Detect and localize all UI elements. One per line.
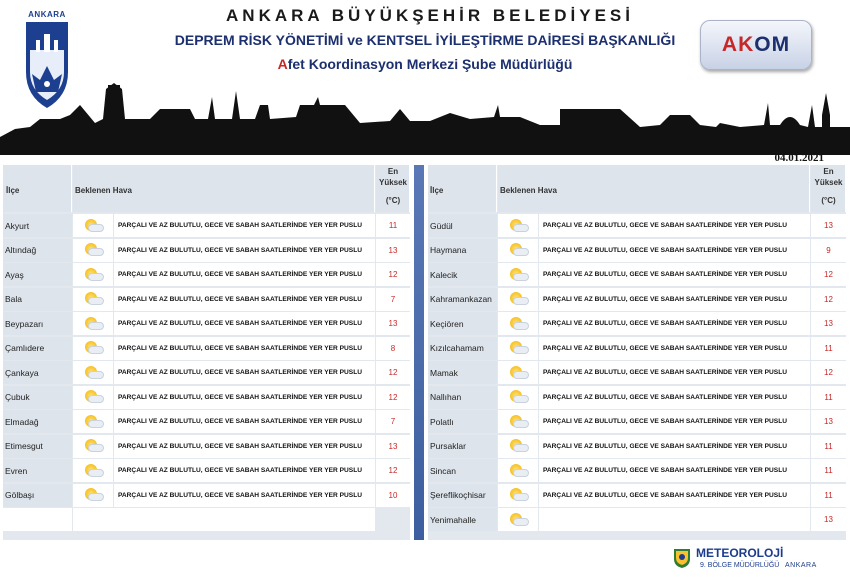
empty-cell: [3, 508, 72, 531]
max-temperature: 13: [811, 508, 846, 531]
district-name: Güdül: [428, 214, 497, 237]
table-row: [428, 336, 846, 361]
district-name: Haymana: [428, 239, 497, 262]
district-name: Evren: [3, 459, 72, 482]
table-row: [428, 483, 846, 508]
table-row: [3, 336, 410, 361]
forecast-text: PARÇALI VE AZ BULUTLU, GECE VE SABAH SAATLERİNDE YER YER PUSLU: [539, 386, 810, 409]
district-name: Akyurt: [3, 214, 72, 237]
max-temperature: 12: [376, 263, 410, 286]
title-line-3-rest: fet Koordinasyon Merkezi Şube Müdürlüğü: [287, 56, 573, 72]
forecast-text: PARÇALI VE AZ BULUTLU, GECE VE SABAH SAATLERİNDE YER YER PUSLU: [114, 484, 375, 507]
col-district-header: [3, 165, 72, 212]
table-row: [3, 458, 410, 483]
forecast-text: PARÇALI VE AZ BULUTLU, GECE VE SABAH SAATLERİNDE YER YER PUSLU: [114, 386, 375, 409]
col-district-header: [428, 165, 497, 212]
col-max-line2: Yüksek: [814, 178, 843, 187]
partly-cloudy-icon: [82, 341, 104, 355]
meteoroloji-footer: [672, 545, 847, 575]
partly-cloudy-icon: [507, 366, 529, 380]
col-max-unit: (°C): [385, 196, 401, 205]
left-table-header: [3, 165, 410, 212]
table-row: [3, 409, 410, 434]
table-row: [428, 262, 846, 287]
max-temperature: 11: [811, 484, 846, 507]
partly-cloudy-icon: [82, 317, 104, 331]
table-row: [3, 213, 410, 238]
weather-icon-cell: [73, 263, 113, 286]
partly-cloudy-icon: [82, 219, 104, 233]
max-temperature: 13: [376, 435, 410, 458]
forecast-text: PARÇALI VE AZ BULUTLU, GECE VE SABAH SAATLERİNDE YER YER PUSLU: [539, 263, 810, 286]
max-temperature: 12: [811, 288, 846, 311]
district-name: Etimesgut: [3, 435, 72, 458]
title-line-2: DEPREM RİSK YÖNETİMİ ve KENTSEL İYİLEŞTİRME DAİRESİ BAŞKANLIĞI: [174, 32, 676, 48]
weather-icon-cell: [73, 459, 113, 482]
footer-org: METEOROLOJİ: [696, 546, 784, 560]
district-name: Beypazarı: [3, 312, 72, 335]
partly-cloudy-icon: [82, 464, 104, 478]
district-name: Nallıhan: [428, 386, 497, 409]
table-row: [428, 360, 846, 385]
forecast-text: PARÇALI VE AZ BULUTLU, GECE VE SABAH SAATLERİNDE YER YER PUSLU: [539, 214, 810, 237]
weather-icon-cell: [498, 484, 538, 507]
table-row: [428, 213, 846, 238]
district-name: Keçiören: [428, 312, 497, 335]
weather-icon-cell: [498, 239, 538, 262]
district-name: Çankaya: [3, 361, 72, 384]
weather-icon-cell: [73, 214, 113, 237]
forecast-text: PARÇALI VE AZ BULUTLU, GECE VE SABAH SAATLERİNDE YER YER PUSLU: [114, 312, 375, 335]
footer-unit: 9. BÖLGE MÜDÜRLÜĞÜ: [700, 562, 780, 569]
forecast-text: PARÇALI VE AZ BULUTLU, GECE VE SABAH SAATLERİNDE YER YER PUSLU: [539, 484, 810, 507]
table-row: [428, 409, 846, 434]
meteoroloji-logo-icon: [672, 547, 692, 569]
max-temperature: 7: [376, 410, 410, 433]
akom-badge: [700, 20, 812, 70]
weather-icon-cell: [498, 410, 538, 433]
weather-icon-cell: [498, 214, 538, 237]
title-line-3-initial: A: [277, 56, 288, 72]
district-name: Pursaklar: [428, 435, 497, 458]
weather-icon-cell: [498, 337, 538, 360]
akom-badge-part3: M: [771, 33, 791, 56]
partly-cloudy-icon: [82, 268, 104, 282]
col-max-line2: Yüksek: [378, 178, 408, 187]
partly-cloudy-icon: [507, 390, 529, 404]
max-temperature: 11: [811, 337, 846, 360]
forecast-text: PARÇALI VE AZ BULUTLU, GECE VE SABAH SAATLERİNDE YER YER PUSLU: [114, 435, 375, 458]
table-row: [428, 385, 846, 410]
table-row: [428, 434, 846, 459]
col-max-header: [811, 165, 846, 212]
district-name: Gölbaşı: [3, 484, 72, 507]
weather-icon-cell: [498, 312, 538, 335]
forecast-text: PARÇALI VE AZ BULUTLU, GECE VE SABAH SAATLERİNDE YER YER PUSLU: [114, 288, 375, 311]
max-temperature: 12: [376, 386, 410, 409]
forecast-text: PARÇALI VE AZ BULUTLU, GECE VE SABAH SAATLERİNDE YER YER PUSLU: [539, 337, 810, 360]
partly-cloudy-icon: [507, 292, 529, 306]
district-name: Kalecik: [428, 263, 497, 286]
partly-cloudy-icon: [82, 243, 104, 257]
weather-icon-cell: [498, 459, 538, 482]
table-row: [428, 458, 846, 483]
max-temperature: 12: [811, 361, 846, 384]
table-row: [428, 287, 846, 312]
partly-cloudy-icon: [507, 464, 529, 478]
partly-cloudy-icon: [507, 268, 529, 282]
max-temperature: 11: [811, 386, 846, 409]
forecast-text: PARÇALI VE AZ BULUTLU, GECE VE SABAH SAATLERİNDE YER YER PUSLU: [114, 410, 375, 433]
col-district-label: İlçe: [6, 186, 20, 195]
max-temperature: 13: [811, 410, 846, 433]
left-table-body: [3, 213, 410, 532]
weather-icon-cell: [498, 508, 538, 531]
weather-icon-cell: [73, 239, 113, 262]
district-name: Mamak: [428, 361, 497, 384]
report-date: 04.01.2021: [774, 152, 824, 164]
district-name: Polatlı: [428, 410, 497, 433]
forecast-text: PARÇALI VE AZ BULUTLU, GECE VE SABAH SAATLERİNDE YER YER PUSLU: [539, 361, 810, 384]
table-row: [428, 311, 846, 336]
weather-icon-cell: [73, 386, 113, 409]
max-temperature: 8: [376, 337, 410, 360]
akom-badge-part1: AK: [721, 33, 755, 56]
empty-row: [3, 507, 410, 532]
forecast-text: PARÇALI VE AZ BULUTLU, GECE VE SABAH SAATLERİNDE YER YER PUSLU: [539, 239, 810, 262]
forecast-text: PARÇALI VE AZ BULUTLU, GECE VE SABAH SAATLERİNDE YER YER PUSLU: [539, 459, 810, 482]
district-name: Çubuk: [3, 386, 72, 409]
table-divider: [414, 165, 424, 540]
district-name: Şereflikoçhisar: [428, 484, 497, 507]
weather-icon-cell: [498, 361, 538, 384]
table-row: [3, 238, 410, 263]
partly-cloudy-icon: [507, 488, 529, 502]
partly-cloudy-icon: [82, 292, 104, 306]
col-max-line1: En: [823, 167, 834, 176]
col-max-unit: (°C): [821, 196, 836, 205]
col-max-line1: En: [387, 167, 399, 176]
max-temperature: 13: [811, 214, 846, 237]
max-temperature: 9: [811, 239, 846, 262]
weather-icon-cell: [73, 337, 113, 360]
forecast-text: PARÇALI VE AZ BULUTLU, GECE VE SABAH SAATLERİNDE YER YER PUSLU: [114, 361, 375, 384]
forecast-text: PARÇALI VE AZ BULUTLU, GECE VE SABAH SAATLERİNDE YER YER PUSLU: [539, 410, 810, 433]
title-line-1: ANKARA BÜYÜKŞEHİR BELEDİYESİ: [226, 6, 634, 25]
max-temperature: 7: [376, 288, 410, 311]
table-row: [3, 385, 410, 410]
weather-icon-cell: [73, 288, 113, 311]
weather-icon-cell: [73, 410, 113, 433]
table-row: [428, 507, 846, 532]
district-name: Altındağ: [3, 239, 72, 262]
partly-cloudy-icon: [82, 366, 104, 380]
table-row: [3, 483, 410, 508]
max-temperature: 10: [376, 484, 410, 507]
forecast-text: PARÇALI VE AZ BULUTLU, GECE VE SABAH SAATLERİNDE YER YER PUSLU: [539, 435, 810, 458]
right-table-body: [428, 213, 846, 532]
right-table-header: [428, 165, 846, 212]
max-temperature: 11: [811, 459, 846, 482]
district-name: Elmadağ: [3, 410, 72, 433]
district-name: Kahramankazan: [428, 288, 497, 311]
table-row: [3, 287, 410, 312]
forecast-text: PARÇALI VE AZ BULUTLU, GECE VE SABAH SAATLERİNDE YER YER PUSLU: [114, 239, 375, 262]
district-name: Kızılcahamam: [428, 337, 497, 360]
col-forecast-header: [73, 165, 375, 212]
partly-cloudy-icon: [507, 513, 529, 527]
max-temperature: 13: [811, 312, 846, 335]
akom-badge-part2: O: [754, 33, 772, 56]
table-row: [3, 434, 410, 459]
table-row: [3, 262, 410, 287]
col-forecast-header: [498, 165, 810, 212]
district-name: Yenimahalle: [428, 508, 497, 531]
max-temperature: 13: [376, 312, 410, 335]
weather-icon-cell: [498, 435, 538, 458]
partly-cloudy-icon: [507, 439, 529, 453]
forecast-text: PARÇALI VE AZ BULUTLU, GECE VE SABAH SAATLERİNDE YER YER PUSLU: [539, 288, 810, 311]
forecast-text: PARÇALI VE AZ BULUTLU, GECE VE SABAH SAATLERİNDE YER YER PUSLU: [114, 459, 375, 482]
col-forecast-label: Beklenen Hava: [500, 186, 557, 195]
weather-icon-cell: [498, 288, 538, 311]
max-temperature: 12: [376, 459, 410, 482]
forecast-text: PARÇALI VE AZ BULUTLU, GECE VE SABAH SAATLERİNDE YER YER PUSLU: [114, 263, 375, 286]
forecast-text: PARÇALI VE AZ BULUTLU, GECE VE SABAH SAATLERİNDE YER YER PUSLU: [114, 337, 375, 360]
partly-cloudy-icon: [82, 439, 104, 453]
empty-cell: [73, 508, 375, 531]
col-district-label: İlçe: [430, 186, 444, 195]
forecast-text: PARÇALI VE AZ BULUTLU, GECE VE SABAH SAATLERİNDE YER YER PUSLU: [539, 312, 810, 335]
weather-icon-cell: [498, 263, 538, 286]
weather-icon-cell: [73, 361, 113, 384]
max-temperature: 12: [811, 263, 846, 286]
partly-cloudy-icon: [82, 488, 104, 502]
table-row: [3, 360, 410, 385]
ankara-skyline-icon: [0, 75, 850, 155]
max-temperature: 11: [811, 435, 846, 458]
col-max-header: [376, 165, 410, 212]
col-forecast-label: Beklenen Hava: [75, 186, 132, 195]
district-name: Sincan: [428, 459, 497, 482]
logo-label: ANKARA: [28, 10, 66, 19]
page-header: [0, 0, 850, 165]
forecast-text: [539, 508, 810, 531]
partly-cloudy-icon: [507, 415, 529, 429]
partly-cloudy-icon: [507, 243, 529, 257]
district-name: Bala: [3, 288, 72, 311]
table-row: [3, 311, 410, 336]
footer-city: ANKARA: [785, 562, 817, 569]
district-name: Çamlıdere: [3, 337, 72, 360]
partly-cloudy-icon: [82, 390, 104, 404]
max-temperature: 13: [376, 239, 410, 262]
partly-cloudy-icon: [507, 317, 529, 331]
weather-icon-cell: [498, 386, 538, 409]
partly-cloudy-icon: [507, 341, 529, 355]
district-name: Ayaş: [3, 263, 72, 286]
max-temperature: 12: [376, 361, 410, 384]
max-temperature: 11: [376, 214, 410, 237]
weather-icon-cell: [73, 484, 113, 507]
partly-cloudy-icon: [507, 219, 529, 233]
forecast-text: PARÇALI VE AZ BULUTLU, GECE VE SABAH SAATLERİNDE YER YER PUSLU: [114, 214, 375, 237]
partly-cloudy-icon: [82, 415, 104, 429]
left-weather-table: [3, 165, 410, 540]
table-row: [428, 238, 846, 263]
right-weather-table: [428, 165, 846, 540]
weather-icon-cell: [73, 435, 113, 458]
weather-icon-cell: [73, 312, 113, 335]
